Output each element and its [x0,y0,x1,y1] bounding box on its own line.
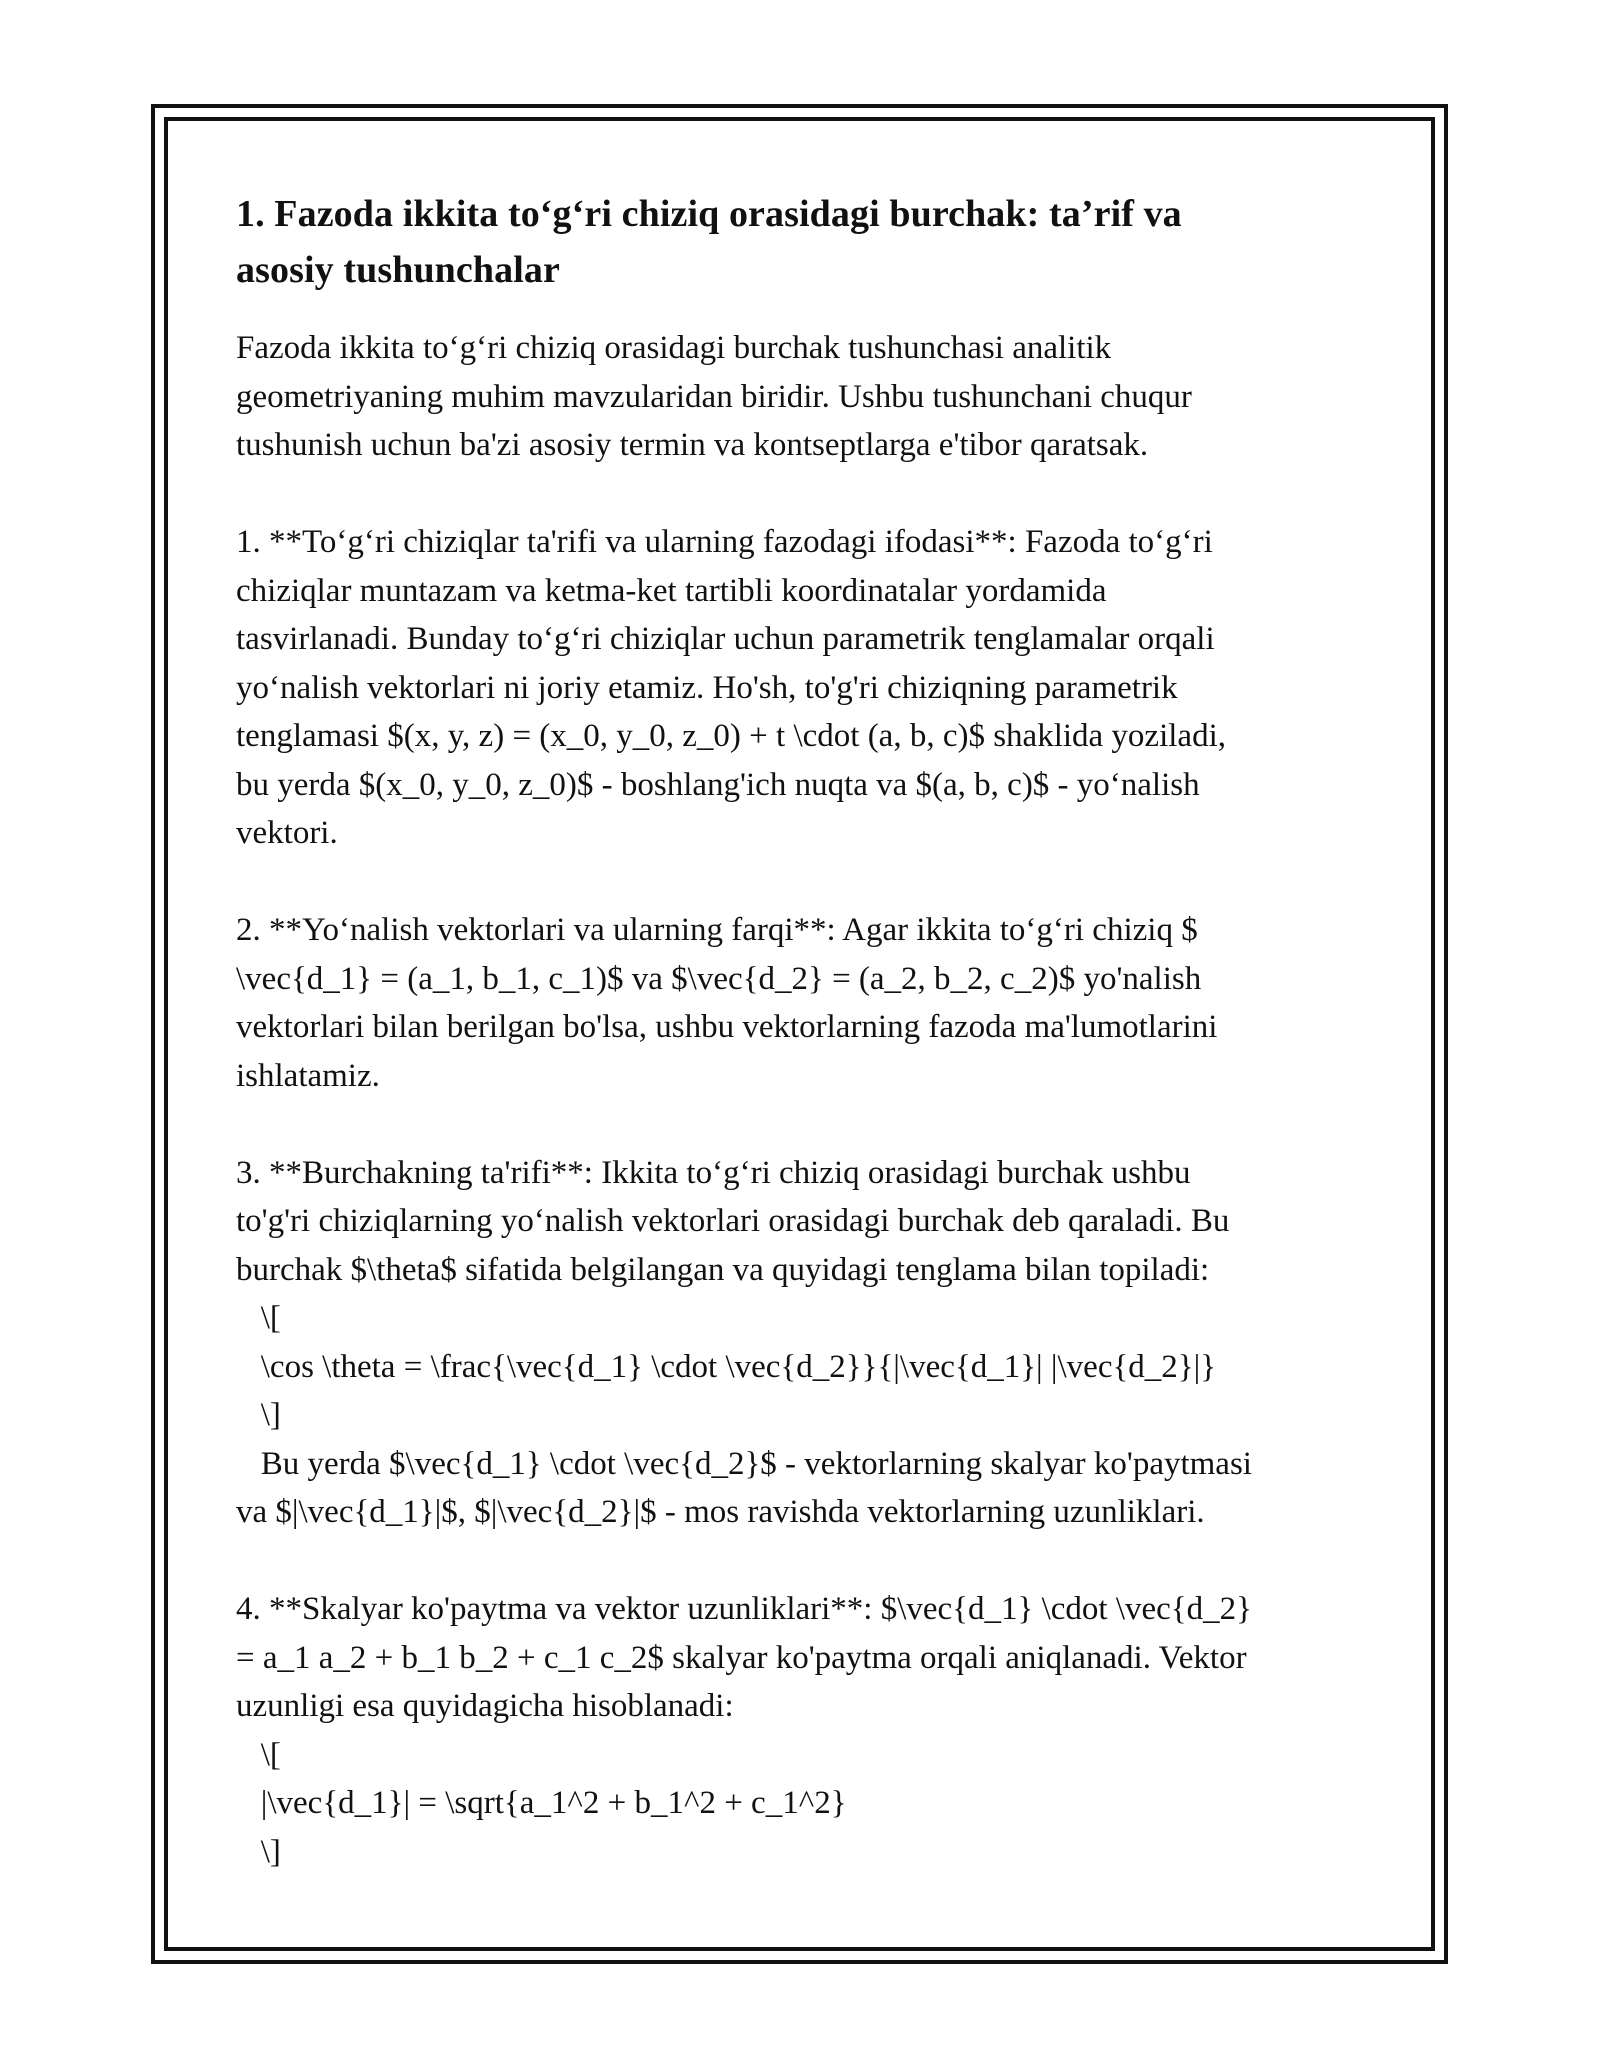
text-line: 3. **Burchakning ta'rifi**: Ikkita to‘g‘ri chiziq orasidagi burchak ushbu [236,1154,1191,1191]
section-heading [236,186,1376,298]
text-line: 4. **Skalyar ko'paytma va vektor uzunliklari**: $\vec{d_1} \cdot \vec{d_2} [236,1591,1252,1627]
text-line: 2. **Yo‘nalish vektorlari va ularning farqi**: Agar ikkita to‘g‘ri chiziq $ [236,912,1198,948]
blank-line [236,1537,1376,1586]
text-line: bu yerda $(x_0, y_0, z_0)$ - boshlang'ich nuqta va $(a, b, c)$ - yo‘nalish [236,766,1200,803]
blank-line [236,1100,1376,1149]
text-line: Fazoda ikkita to‘g‘ri chiziq orasidagi burchak tushunchasi analitik [236,330,1112,366]
text-line: burchak $\theta$ sifatida belgilangan va quyidagi tenglama bilan topiladi: [236,1251,1210,1288]
text-line: yo‘nalish vektorlari ni joriy etamiz. Ho'sh, to'g'ri chiziqning parametrik [236,669,1178,706]
text-line: \[ [236,1736,281,1773]
text-line: \] [236,1833,281,1870]
section-heading-line: asosiy tushunchalar [236,249,560,291]
text-line: tenglamasi $(x, y, z) = (x_0, y_0, z_0) + t \cdot (a, b, c)$ shaklida yoziladi, [236,718,1226,754]
section-heading-line: 1. Fazoda ikkita to‘g‘ri chiziq orasidagi burchak: ta’rif va [236,193,1182,235]
blank-line [236,470,1376,519]
text-line: = a_1 a_2 + b_1 b_2 + c_1 c_2$ skalyar ko'paytma orqali aniqlanadi. Vektor [236,1639,1247,1676]
blank-line [236,858,1376,907]
document-body [236,324,1376,1876]
text-line: tasvirlanadi. Bunday to‘g‘ri chiziqlar uchun parametrik tenglamalar orqali [236,621,1215,657]
text-line: chiziqlar muntazam va ketma-ket tartibli koordinatalar yordamida [236,572,1107,609]
text-line: tushunish uchun ba'zi asosiy termin va kontseptlarga e'tibor qaratsak. [236,427,1149,463]
document-content [236,186,1376,1876]
text-line: \cos \theta = \frac{\vec{d_1} \cdot \vec{d_2}}{|\vec{d_1}| |\vec{d_2}|} [236,1348,1217,1385]
text-line: \vec{d_1} = (a_1, b_1, c_1)$ va $\vec{d_2} = (a_2, b_2, c_2)$ yo'nalish [236,960,1202,997]
text-line: vektori. [236,815,338,851]
text-line: ishlatamiz. [236,1057,380,1094]
text-line: to'g'ri chiziqlarning yo‘nalish vektorlari orasidagi burchak deb qaraladi. Bu [236,1203,1230,1239]
text-line: \[ [236,1300,281,1336]
text-line: uzunligi esa quyidagicha hisoblanadi: [236,1688,734,1724]
text-line: |\vec{d_1}| = \sqrt{a_1^2 + b_1^2 + c_1^2} [236,1785,847,1821]
text-line: Bu yerda $\vec{d_1} \cdot \vec{d_2}$ - vektorlarning skalyar ko'paytmasi [236,1445,1252,1482]
text-line: 1. **To‘g‘ri chiziqlar ta'rifi va ularning fazodagi ifodasi**: Fazoda to‘g‘ri [236,524,1213,560]
text-line: vektorlari bilan berilgan bo'lsa, ushbu vektorlarning fazoda ma'lumotlarini [236,1009,1218,1045]
text-line: geometriyaning muhim mavzularidan biridir. Ushbu tushunchani chuqur [236,378,1192,415]
text-line: \] [236,1397,281,1433]
text-line: va $|\vec{d_1}|$, $|\vec{d_2}|$ - mos ravishda vektorlarning uzunliklari. [236,1494,1205,1530]
